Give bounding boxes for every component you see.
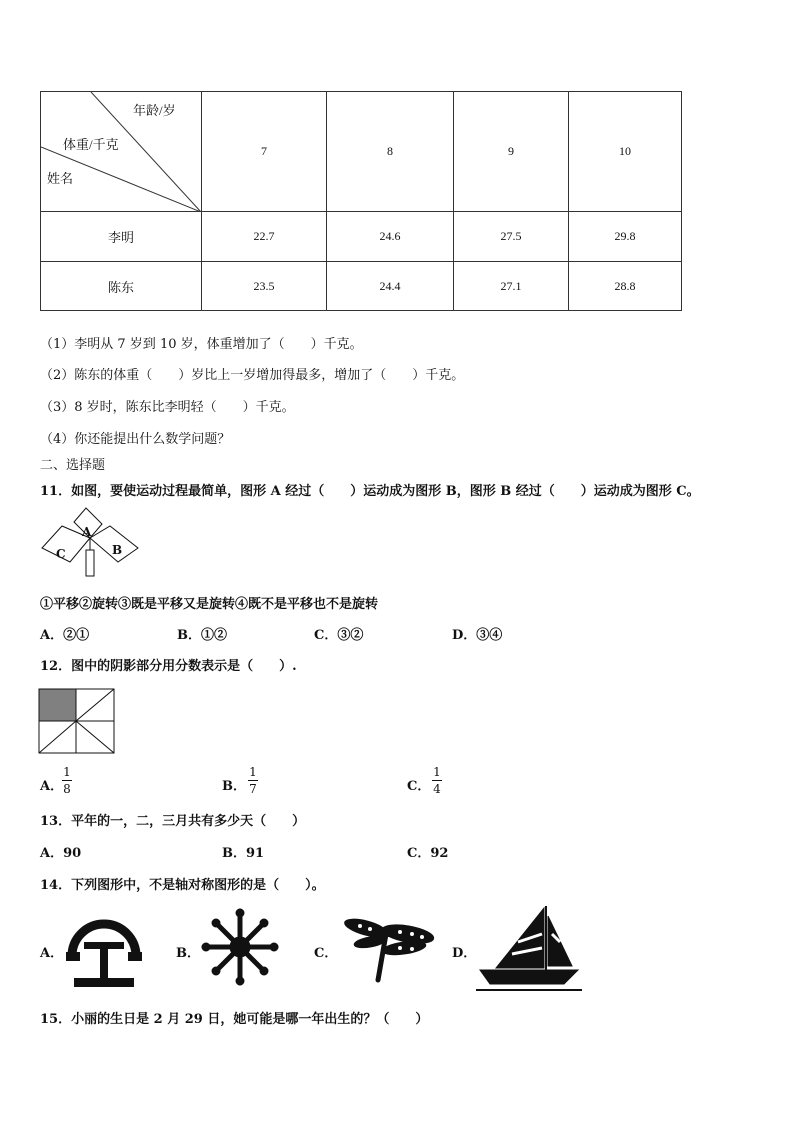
value-cell: 22.7 xyxy=(202,212,327,262)
rotation-diagram xyxy=(38,506,142,580)
value-cell: 24.4 xyxy=(327,262,454,311)
q10-sub1: （1）李明从 7 岁到 10 岁，体重增加了（ ）千克。 xyxy=(40,337,363,352)
q13-option-a[interactable]: A．90 xyxy=(40,846,82,861)
q11-option-c[interactable]: C．③② xyxy=(314,628,364,643)
shaded-square-figure xyxy=(38,688,116,754)
shaded-part xyxy=(39,689,76,721)
numerator: 1 xyxy=(249,765,257,779)
value-cell: 27.5 xyxy=(454,212,569,262)
q15-text: 15．小丽的生日是 2 月 29 日，她可能是哪一年出生的？（ ） xyxy=(40,1012,429,1027)
q14-option-b[interactable]: B． xyxy=(176,946,200,961)
table-row xyxy=(41,212,682,262)
weight-table xyxy=(40,91,682,311)
age-cell: 10 xyxy=(569,92,682,212)
denominator: 8 xyxy=(63,782,71,796)
sailboat-icon xyxy=(476,904,582,994)
weight-label: 体重/千克 xyxy=(63,137,119,152)
age-cell: 7 xyxy=(202,92,327,212)
dragonfly-icon xyxy=(340,910,436,986)
q11-option-b[interactable]: B．①② xyxy=(177,628,227,643)
snowflake-icon xyxy=(200,906,280,988)
name-label: 姓名 xyxy=(47,171,74,186)
q10-sub4: （4）你还能提出什么数学问题？ xyxy=(40,432,231,447)
q14-option-c[interactable]: C． xyxy=(314,946,338,961)
table-row xyxy=(41,262,682,311)
shape-c-label: C xyxy=(56,547,66,561)
q10-sub2: （2）陈东的体重（ ）岁比上一岁增加得最多，增加了（ ）千克。 xyxy=(40,368,465,383)
age-cell: 8 xyxy=(327,92,454,212)
q12-option-a-label[interactable]: A． xyxy=(40,779,64,794)
row-name: 李明 xyxy=(41,212,202,262)
q12-option-c-fraction[interactable] xyxy=(432,765,442,796)
table-header-diagonal-cell xyxy=(41,92,202,212)
value-cell: 24.6 xyxy=(327,212,454,262)
denominator: 7 xyxy=(249,782,257,796)
q13-option-c[interactable]: C．92 xyxy=(407,846,449,861)
q13-option-b[interactable]: B．91 xyxy=(222,846,265,861)
section-title: 二、选择题 xyxy=(40,458,106,473)
numerator: 1 xyxy=(63,765,71,779)
q12-option-c-label[interactable]: C． xyxy=(407,779,431,794)
q13-text: 13．平年的一，二，三月共有多少天（ ） xyxy=(40,814,306,829)
row-name: 陈东 xyxy=(41,262,202,311)
q11-option-d[interactable]: D．③④ xyxy=(452,628,503,643)
shape-b-label: B xyxy=(112,543,123,557)
q12-option-a-fraction[interactable] xyxy=(62,765,72,796)
q12-option-b-fraction[interactable] xyxy=(248,765,258,796)
value-cell: 23.5 xyxy=(202,262,327,311)
q11-option-a[interactable]: A．②① xyxy=(40,628,90,643)
q10-sub3: （3）8 岁时，陈东比李明轻（ ）千克。 xyxy=(40,400,295,415)
denominator: 4 xyxy=(433,782,441,796)
q12-text: 12．图中的阴影部分用分数表示是（ ）. xyxy=(40,659,297,674)
value-cell: 28.8 xyxy=(569,262,682,311)
subway-logo-icon xyxy=(64,906,144,990)
q14-option-d[interactable]: D． xyxy=(452,946,477,961)
q12-option-b-label[interactable]: B． xyxy=(222,779,246,794)
numerator: 1 xyxy=(433,765,441,779)
value-cell: 29.8 xyxy=(569,212,682,262)
q11-text: 11．如图，要使运动过程最简单，图形 A 经过（ ）运动成为图形 B，图形 B 经过（ ）运动成为图形 C。 xyxy=(40,484,700,499)
age-cell: 9 xyxy=(454,92,569,212)
shape-a-label: A xyxy=(82,525,92,539)
q14-text: 14．下列图形中，不是轴对称图形的是（ ）。 xyxy=(40,878,325,893)
value-cell: 27.1 xyxy=(454,262,569,311)
age-label: 年龄/岁 xyxy=(133,103,176,118)
q14-option-a[interactable]: A． xyxy=(40,946,64,961)
q11-legend: ①平移②旋转③既是平移又是旋转④既不是平移也不是旋转 xyxy=(40,597,379,612)
